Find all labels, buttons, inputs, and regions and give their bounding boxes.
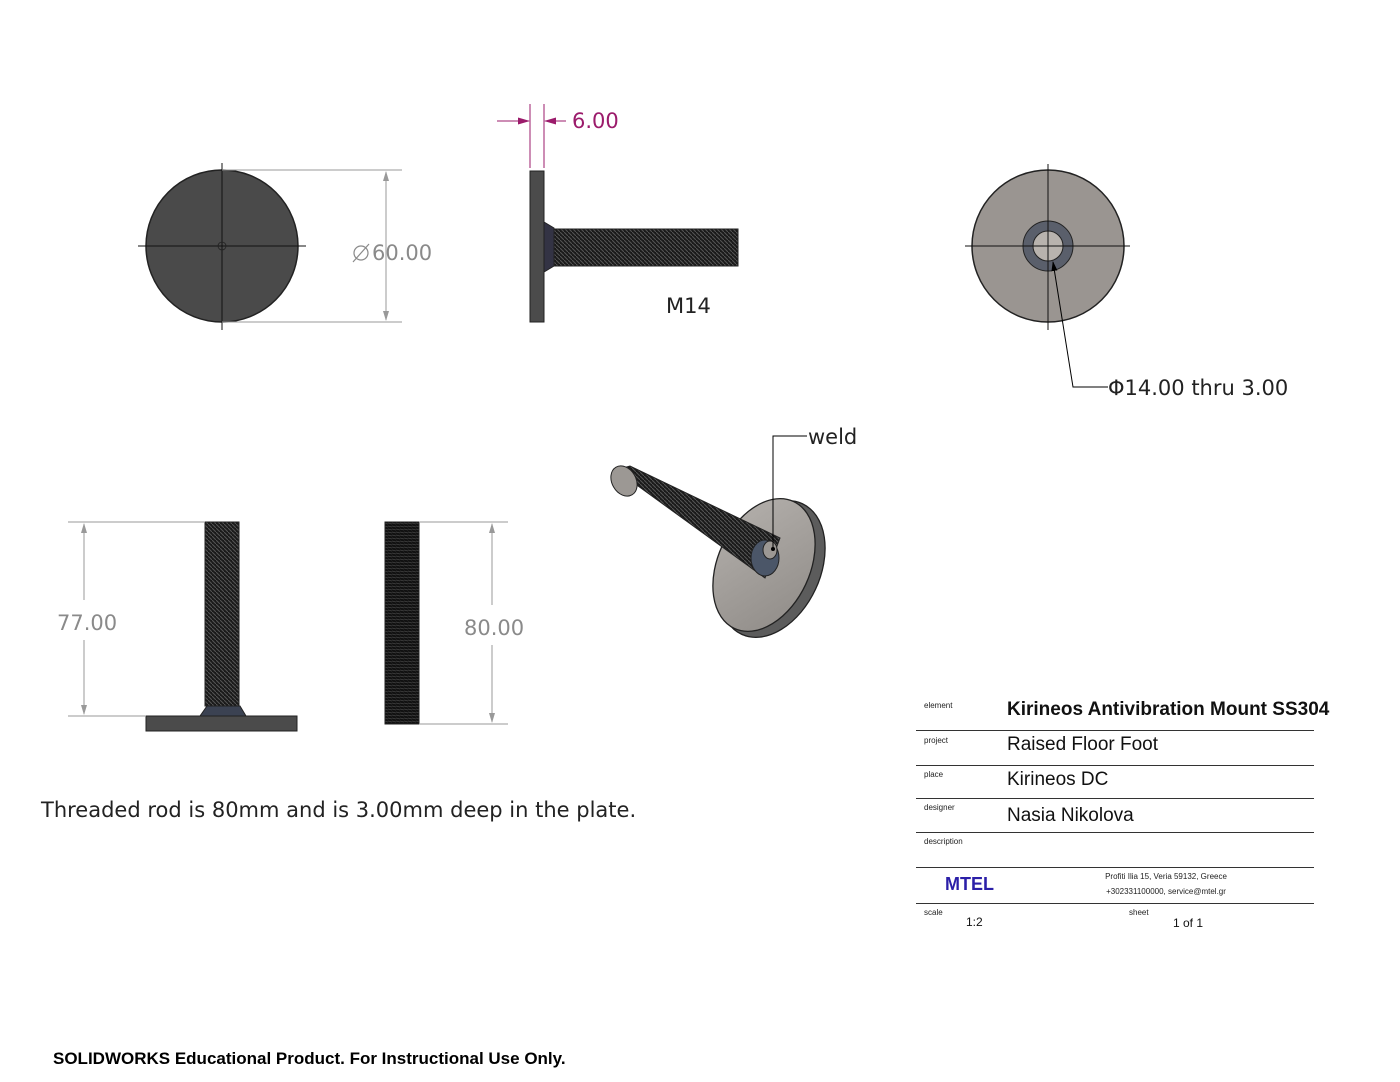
sheet-value: 1 of 1: [1173, 916, 1204, 930]
height-dimension: 77.00: [57, 611, 118, 635]
title-row-description: [916, 832, 1314, 868]
thread-label: M14: [666, 294, 711, 318]
title-row-company: [916, 867, 1314, 904]
title-row-scale: [916, 903, 1314, 938]
element-value: Kirineos Antivibration Mount SS304: [1007, 699, 1330, 720]
title-row-place: [916, 765, 1314, 799]
project-value: Raised Floor Foot: [1007, 734, 1159, 755]
description-label: description: [924, 837, 963, 846]
title-row-designer: [916, 798, 1314, 833]
title-row-element: [916, 693, 1330, 731]
place-value: Kirineos DC: [1007, 769, 1109, 790]
project-label: project: [924, 736, 949, 745]
scale-value: 1:2: [966, 915, 983, 929]
title-row-project: [916, 730, 1314, 766]
isometric-view: [606, 436, 846, 655]
company-contact: +302331100000, service@mtel.gr: [1106, 887, 1226, 896]
weld-label: weld: [808, 425, 858, 449]
back-view-disk: [965, 164, 1130, 387]
diameter-dimension: 60.00: [372, 241, 433, 265]
designer-value: Nasia Nikolova: [1007, 805, 1134, 826]
designer-label: designer: [924, 803, 955, 812]
company-address: Profiti Ilia 15, Veria 59132, Greece: [1105, 872, 1227, 881]
element-label: element: [924, 701, 953, 710]
title-block: [916, 693, 1330, 938]
diameter-symbol: [353, 244, 369, 262]
place-label: place: [924, 770, 944, 779]
scale-label: scale: [924, 908, 943, 917]
hole-callout: Φ14.00 thru 3.00: [1108, 376, 1289, 400]
company-logo: MTEL: [945, 874, 994, 894]
sheet-label: sheet: [1129, 908, 1149, 917]
plate-thickness-dimension: 6.00: [572, 109, 619, 133]
side-view: [497, 104, 738, 322]
drawing-note: Threaded rod is 80mm and is 3.00mm deep in the plate.: [41, 798, 637, 822]
rod-length-dimension: 80.00: [464, 616, 525, 640]
footer-notice: SOLIDWORKS Educational Product. For Instructional Use Only.: [53, 1049, 566, 1068]
